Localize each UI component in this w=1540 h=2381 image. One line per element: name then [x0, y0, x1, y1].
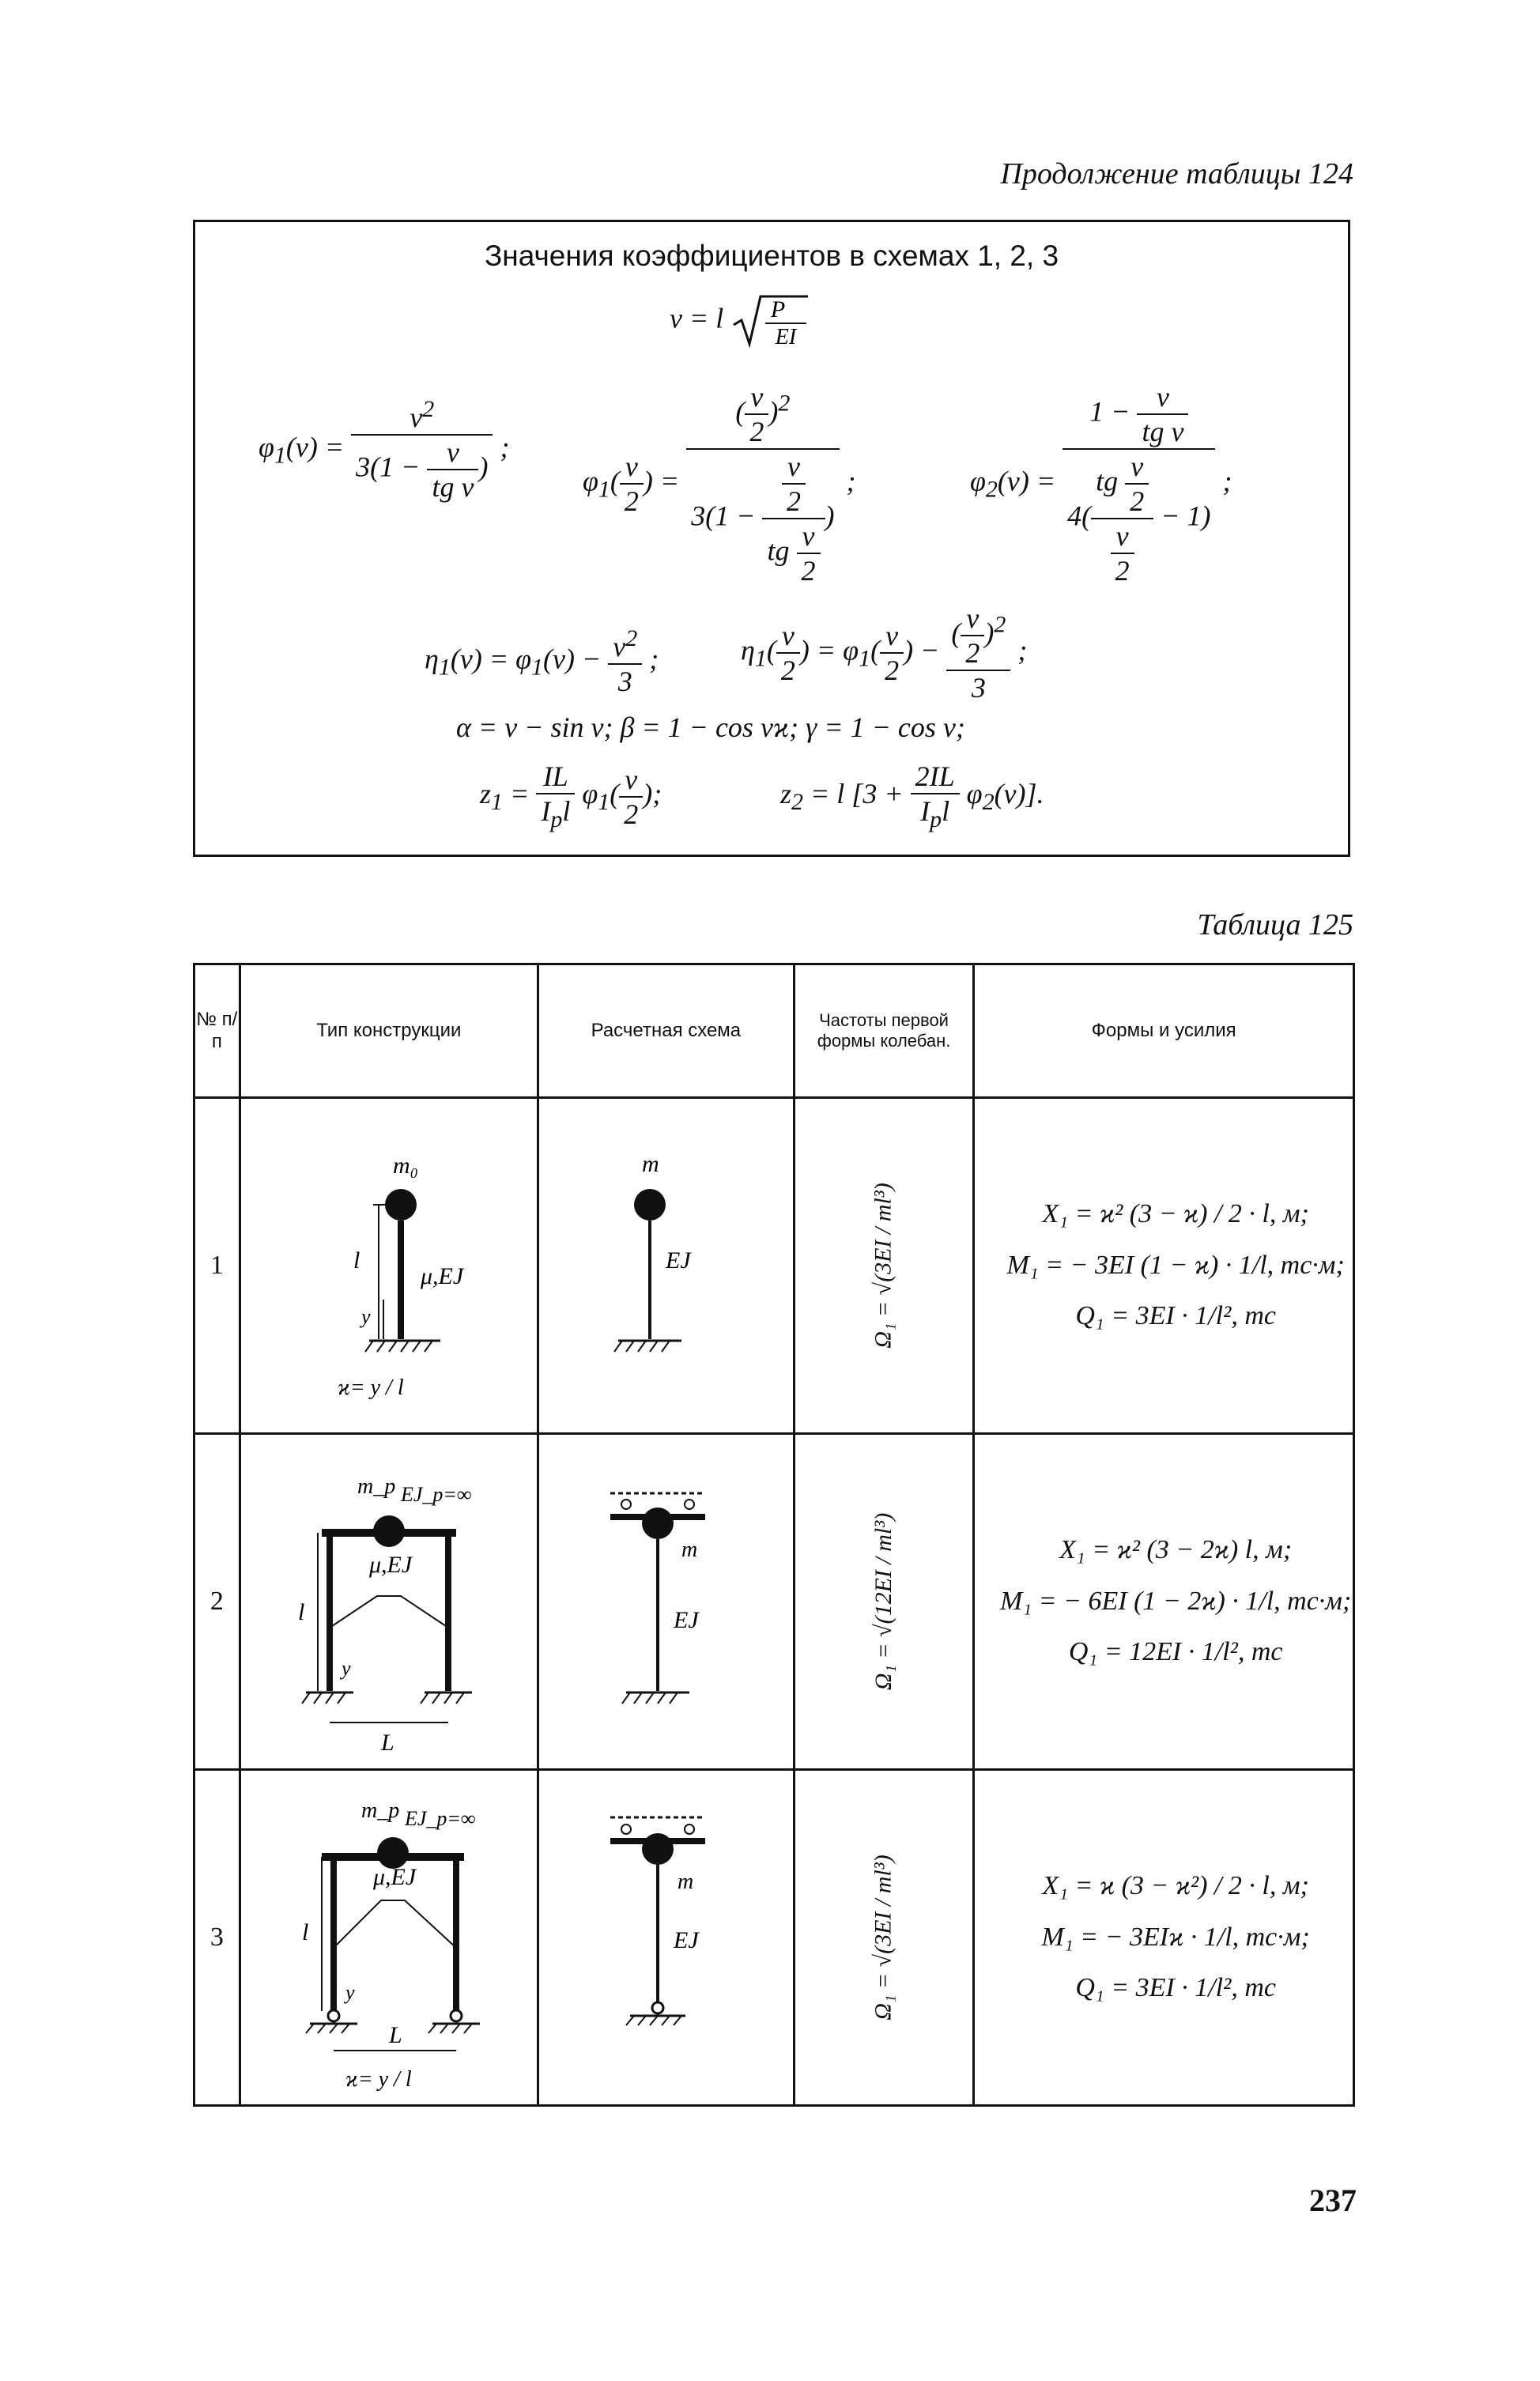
- svg-text:l: l: [301, 1919, 309, 1945]
- row-number: 3: [194, 1770, 240, 2106]
- x-formula: X₁ = ϰ (3 − ϰ²) / 2 · l, м;: [1042, 1871, 1309, 1901]
- svg-text:m: m: [681, 1537, 698, 1562]
- q-formula: Q₁ = 3EI · 1/l², тс: [1075, 1301, 1276, 1331]
- forms-cell: [974, 1770, 1354, 2106]
- svg-text:l: l: [297, 1598, 305, 1625]
- table-header-row: [194, 964, 1354, 1098]
- header-scheme: Расчетная схема: [538, 964, 794, 1098]
- frequency-cell: [794, 1770, 973, 2106]
- header-type: Тип конструкции: [240, 964, 538, 1098]
- table-125-title: Таблица 125: [1197, 908, 1353, 941]
- svg-text:L: L: [380, 1729, 394, 1756]
- m-formula: M₁ = − 3EIϰ · 1/l, тс·м;: [1041, 1922, 1310, 1952]
- scheme-1-diagram: [539, 1102, 792, 1426]
- eta1-half-formula: $\eta_1$( $\frac{v}{2}$ ) = $\varphi_1$( $\frac{v}{2}$ ) − ( $\frac{v}{2}$ )$^2$ 3 ;: [741, 602, 1028, 704]
- svg-text:y: y: [345, 1980, 355, 2004]
- svg-text:l: l: [353, 1247, 360, 1274]
- sqrt-symbol: [730, 293, 810, 349]
- svg-text:m_p: m_p: [357, 1474, 396, 1499]
- forms-cell: [974, 1434, 1354, 1770]
- scheme-diagram: [538, 1098, 794, 1434]
- svg-text:EJ: EJ: [666, 1247, 692, 1274]
- svg-text:m: m: [678, 1869, 694, 1894]
- frequency-cell: [794, 1098, 973, 1434]
- header-no: № п/п: [194, 964, 240, 1098]
- page-number: 237: [1309, 2183, 1357, 2218]
- scheme-diagram: [538, 1770, 794, 2106]
- svg-text:EJ: EJ: [674, 1606, 700, 1633]
- svg-text:P: P: [771, 296, 786, 323]
- svg-text:μ,EJ: μ,EJ: [368, 1551, 412, 1578]
- type-diagram: [240, 1098, 538, 1434]
- x-formula: X₁ = ϰ² (3 − 2ϰ) l, м;: [1059, 1535, 1293, 1565]
- row-number: 1: [194, 1098, 240, 1434]
- svg-text:EI: EI: [776, 325, 797, 349]
- svg-text:L: L: [388, 2021, 402, 2048]
- q-formula: Q₁ = 12EI · 1/l², тс: [1068, 1637, 1283, 1667]
- phi1-formula: $\varphi_1(v)$ = $v^2$ 3(1 − $\frac{v}{\text{tg v}}$ ) ;: [259, 396, 510, 503]
- scheme-2-diagram: [539, 1438, 792, 1762]
- svg-text:ϰ= y / l: ϰ= y / l: [337, 1375, 404, 1400]
- m-formula: M₁ = − 6EI (1 − 2ϰ) · 1/l, тс·м;: [999, 1586, 1352, 1616]
- coefficients-box: [193, 220, 1350, 857]
- frequency-cell: [794, 1434, 973, 1770]
- scheme-diagram: [538, 1434, 794, 1770]
- phi1-half-formula: $\varphi_1$( $\frac{v}{2}$ ) = ( $\frac{v}{2}$ )$^2$ 3(1 − $\frac{v}{2}$ tg $\frac{v}{2}$ ) ;: [583, 381, 856, 587]
- frame-diagram: [243, 1438, 535, 1762]
- alpha-beta-gamma: α = v − sin v; β = 1 − cos vϰ; γ = 1 − cos v;: [456, 711, 965, 743]
- table-row: [194, 1098, 1354, 1434]
- svg-text:μ,EJ: μ,EJ: [420, 1262, 463, 1289]
- eta1-formula: $\eta_1(v) = \varphi_1(v)$ − $\frac{v^2}{3}$ ;: [425, 625, 659, 697]
- v-definition: v = l P EI: [670, 293, 810, 349]
- svg-text:EJ_p=∞: EJ_p=∞: [404, 1806, 476, 1830]
- svg-text:m_p: m_p: [360, 1798, 400, 1823]
- forms-cell: [974, 1098, 1354, 1434]
- frequency-formula: Ω₁ = √(12EI / ml³): [870, 1512, 897, 1691]
- header-freq: Частоты первой формы колебан.: [794, 964, 973, 1098]
- svg-text:EJ_p=∞: EJ_p=∞: [400, 1482, 472, 1506]
- frequency-formula: Ω₁ = √(3EI / ml³): [870, 1183, 897, 1349]
- table-125: [193, 963, 1355, 2107]
- type-diagram: [240, 1770, 538, 2106]
- row-number: 2: [194, 1434, 240, 1770]
- type-diagram: [240, 1434, 538, 1770]
- header-forms: Формы и усилия: [974, 964, 1354, 1098]
- cantilever-diagram: [243, 1102, 535, 1426]
- svg-text:m: m: [642, 1150, 660, 1177]
- hinged-frame-diagram: [243, 1774, 535, 2098]
- x-formula: X₁ = ϰ² (3 − ϰ) / 2 · l, м;: [1042, 1199, 1309, 1229]
- svg-text:y: y: [341, 1656, 351, 1680]
- table-row: [194, 1434, 1354, 1770]
- svg-text:y: y: [360, 1304, 371, 1328]
- coefficients-title: Значения коэффициентов в схемах 1, 2, 3: [484, 240, 1059, 272]
- scheme-3-diagram: [539, 1774, 792, 2098]
- z1-formula: $z_1$ = $\frac{IL}{I_pl}$ $\varphi_1$( $\frac{v}{2}$ );: [480, 760, 662, 833]
- svg-text:μ,EJ: μ,EJ: [372, 1863, 416, 1890]
- z2-formula: $z_2 = l$ [3 + $\frac{2IL}{I_pl}$ $\varphi_2(v)$].: [780, 760, 1044, 833]
- q-formula: Q₁ = 3EI · 1/l², тс: [1075, 1973, 1276, 2003]
- svg-text:EJ: EJ: [674, 1926, 700, 1953]
- table-row: [194, 1770, 1354, 2106]
- frequency-formula: Ω₁ = √(3EI / ml³): [870, 1855, 897, 2021]
- m-formula: M₁ = − 3EI (1 − ϰ) · 1/l, тс·м;: [1006, 1250, 1345, 1280]
- continuation-title: Продолжение таблицы 124: [1000, 157, 1353, 191]
- phi2-formula: $\varphi_2(v)$ = 1 − $\frac{v}{\text{tg v}}$ 4( tg $\frac{v}{2}$ $\frac{v}{2}$ − 1) ;: [970, 381, 1232, 587]
- svg-text:ϰ= y / l: ϰ= y / l: [345, 2066, 412, 2092]
- mass-label: m₀: [392, 1152, 418, 1179]
